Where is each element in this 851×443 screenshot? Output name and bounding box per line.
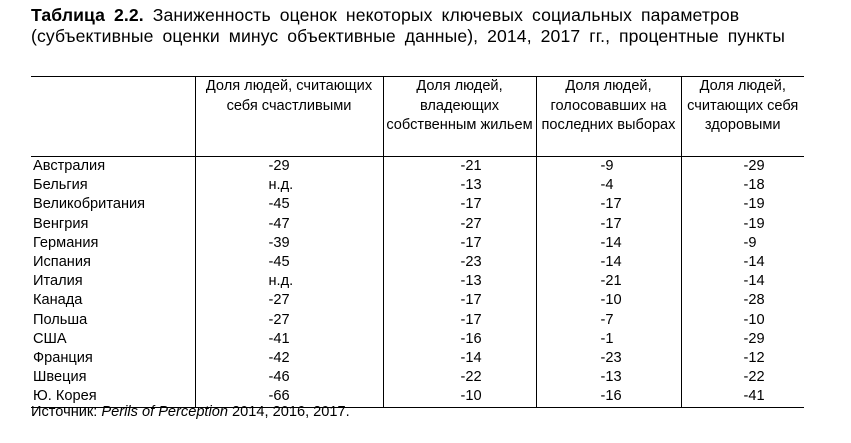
value-cell: -27 bbox=[195, 311, 383, 330]
country-cell: Франция bbox=[31, 349, 195, 368]
value-cell: -7 bbox=[536, 311, 681, 330]
value-cell: -14 bbox=[536, 234, 681, 253]
header-happy: Доля людей, считающих себя счастливыми bbox=[195, 77, 383, 157]
value-cell: н.д. bbox=[195, 176, 383, 195]
country-cell: Испания bbox=[31, 253, 195, 272]
value-cell: -22 bbox=[743, 369, 765, 386]
value-cell: -27 bbox=[195, 291, 383, 310]
value-cell: -13 bbox=[383, 176, 536, 195]
value-cell: -13 bbox=[383, 272, 536, 291]
value-cell: -45 bbox=[195, 195, 383, 214]
table-row bbox=[31, 272, 804, 291]
value-cell: -1 bbox=[536, 330, 681, 349]
value-cell: -17 bbox=[383, 311, 536, 330]
caption-label: Таблица 2.2. bbox=[31, 5, 144, 25]
value-cell: -10 bbox=[743, 311, 765, 328]
value-cell: -14 bbox=[743, 273, 765, 290]
value-cell: -27 bbox=[383, 215, 536, 234]
country-cell: Италия bbox=[31, 272, 195, 291]
value-cell: -39 bbox=[195, 234, 383, 253]
value-cell: -17 bbox=[536, 195, 681, 214]
value-cell: -9 bbox=[536, 157, 681, 177]
header-row bbox=[31, 77, 804, 157]
table-row bbox=[31, 234, 804, 253]
source-prefix: Источник: bbox=[31, 404, 102, 420]
table-caption bbox=[31, 5, 841, 47]
country-cell: Польша bbox=[31, 311, 195, 330]
country-cell: Ю. Корея bbox=[31, 387, 195, 407]
value-cell: -23 bbox=[536, 349, 681, 368]
value-cell: -42 bbox=[195, 349, 383, 368]
value-cell: -14 bbox=[536, 253, 681, 272]
country-cell: Венгрия bbox=[31, 215, 195, 234]
value-cell: -22 bbox=[383, 368, 536, 387]
table-row bbox=[31, 253, 804, 272]
table-row bbox=[31, 368, 804, 387]
value-cell: -29 bbox=[743, 158, 765, 174]
table-row bbox=[31, 176, 804, 195]
table-row bbox=[31, 330, 804, 349]
value-cell: -17 bbox=[383, 291, 536, 310]
value-cell: -28 bbox=[743, 292, 765, 309]
country-cell: Швеция bbox=[31, 368, 195, 387]
country-cell: Австралия bbox=[31, 157, 195, 177]
value-cell: -17 bbox=[383, 234, 536, 253]
value-cell: -41 bbox=[681, 387, 804, 407]
source-note bbox=[31, 403, 350, 421]
value-cell: -18 bbox=[743, 177, 765, 194]
value-cell: -66 bbox=[195, 387, 383, 407]
table-row bbox=[31, 311, 804, 330]
table-row bbox=[31, 195, 804, 214]
value-cell: -21 bbox=[383, 157, 536, 177]
value-cell: -23 bbox=[383, 253, 536, 272]
country-cell: Канада bbox=[31, 291, 195, 310]
table-row bbox=[31, 349, 804, 368]
value-cell: -4 bbox=[536, 176, 681, 195]
country-cell: Бельгия bbox=[31, 176, 195, 195]
value-cell: -47 bbox=[195, 215, 383, 234]
value-cell: -14 bbox=[743, 254, 765, 271]
value-cell: -12 bbox=[743, 350, 765, 367]
source-title: Perils of Perception bbox=[101, 404, 228, 420]
country-cell: США bbox=[31, 330, 195, 349]
header-healthy: Доля людей, считающих себя здоровыми bbox=[681, 77, 804, 157]
header-country bbox=[31, 77, 195, 157]
value-cell: -14 bbox=[383, 349, 536, 368]
country-cell: Великобритания bbox=[31, 195, 195, 214]
table-body bbox=[31, 157, 804, 408]
value-cell: н.д. bbox=[195, 272, 383, 291]
value-cell: -19 bbox=[743, 215, 765, 232]
value-cell: -19 bbox=[743, 196, 765, 213]
header-voters: Доля людей, голосовавших на последних выборах bbox=[536, 77, 681, 157]
value-cell: -29 bbox=[195, 157, 383, 177]
value-cell: -21 bbox=[536, 272, 681, 291]
value-cell: -46 bbox=[195, 368, 383, 387]
header-home-owners: Доля людей, владеющих собственным жильем bbox=[383, 77, 536, 157]
value-cell: -10 bbox=[383, 387, 536, 407]
value-cell: -16 bbox=[383, 330, 536, 349]
table-row bbox=[31, 157, 804, 177]
table-header bbox=[31, 77, 804, 157]
value-cell: -17 bbox=[536, 215, 681, 234]
value-cell: -16 bbox=[536, 387, 681, 407]
data-table bbox=[31, 76, 804, 408]
country-cell: Германия bbox=[31, 234, 195, 253]
source-suffix: 2014, 2016, 2017. bbox=[227, 404, 350, 420]
value-cell: -9 bbox=[743, 234, 757, 251]
value-cell: -45 bbox=[195, 253, 383, 272]
value-cell: -41 bbox=[195, 330, 383, 349]
caption-text: Заниженность оценок некоторых ключевых социальных параметров (субъективные оценки минус объективные данные), 2014, 2017 гг., процентные пункты bbox=[31, 5, 785, 46]
value-cell: -29 bbox=[743, 330, 765, 347]
value-cell: -13 bbox=[536, 368, 681, 387]
table-row bbox=[31, 215, 804, 234]
table-row bbox=[31, 291, 804, 310]
value-cell: -17 bbox=[383, 195, 536, 214]
value-cell: -10 bbox=[536, 291, 681, 310]
